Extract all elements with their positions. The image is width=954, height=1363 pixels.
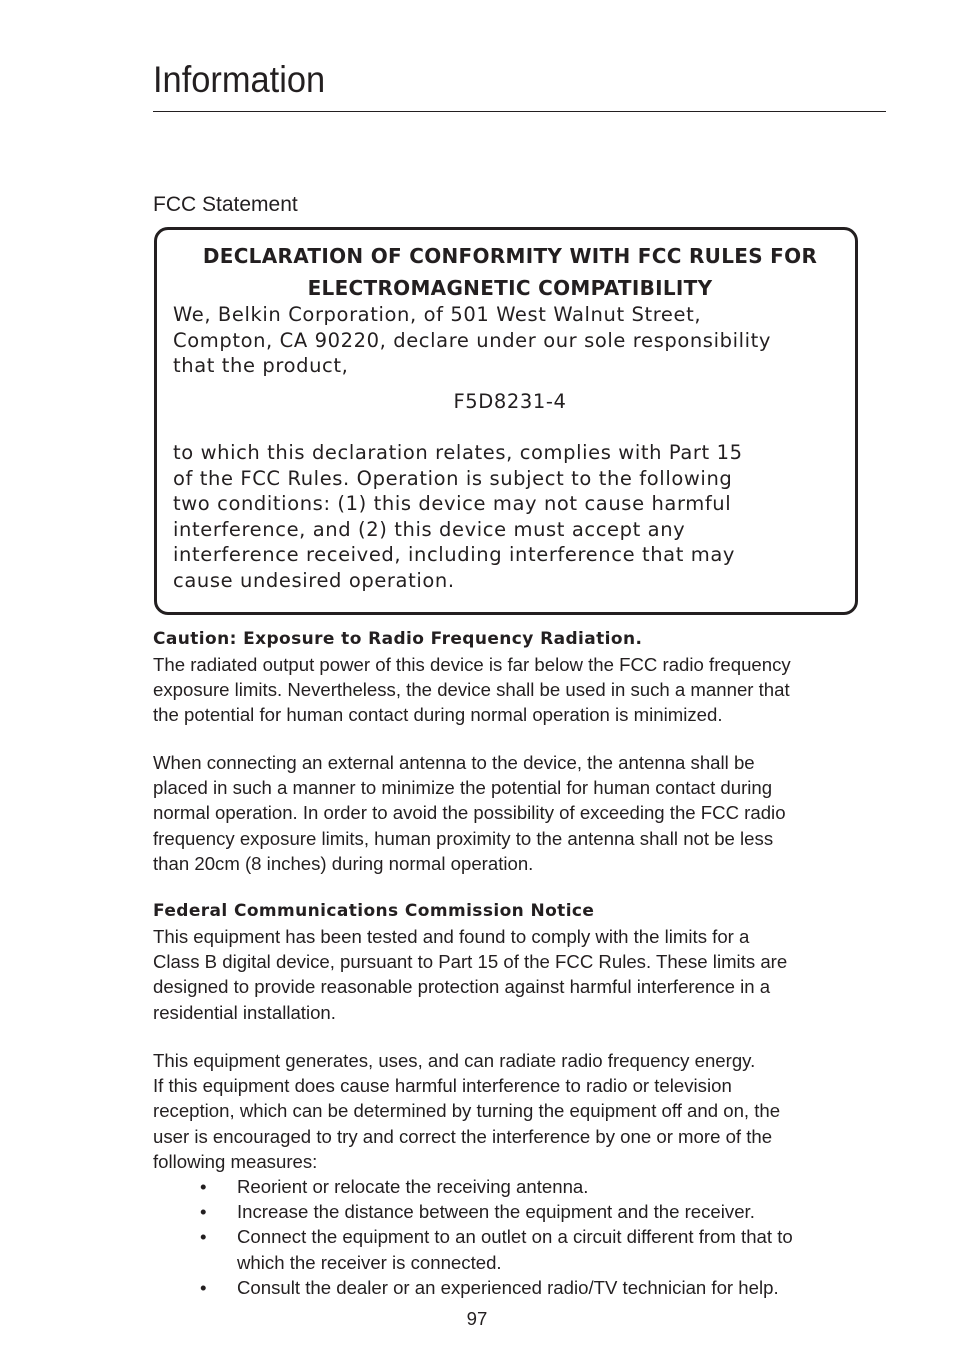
interference-paragraph-line: following measures:: [153, 1150, 318, 1172]
measure-line: Consult the dealer or an experienced radio/TV technician for help.: [237, 1276, 779, 1298]
antenna-paragraph-line: placed in such a manner to minimize the potential for human contact during: [153, 777, 773, 799]
product-model: F5D8231-4: [453, 390, 567, 413]
fcc-notice-heading: Federal Communications Commission Notice: [153, 901, 595, 921]
measure-line: Reorient or relocate the receiving antenna.: [237, 1176, 589, 1197]
declaration-body-line: interference received, including interference that may: [173, 543, 736, 566]
declaration-body-line: two conditions: (1) this device may not cause harmful: [173, 492, 732, 515]
declaration-body: [173, 440, 743, 593]
antenna-paragraph: [153, 750, 786, 876]
fcc-notice-paragraph-line: residential installation.: [153, 1001, 336, 1023]
declaration-intro-line: We, Belkin Corporation, of 501 West Walnut Street,: [173, 303, 702, 326]
declaration-heading-line: ELECTROMAGNETIC COMPATIBILITY: [307, 276, 713, 300]
declaration-heading-line: DECLARATION OF CONFORMITY WITH FCC RULES FOR: [202, 244, 818, 268]
caution-paragraph-line: The radiated output power of this device is far below the FCC radio frequency: [153, 654, 791, 675]
list-item: [153, 1275, 793, 1300]
antenna-paragraph-line: normal operation. In order to avoid the possibility of exceeding the FCC radio: [153, 802, 786, 824]
page-title: Information: [153, 59, 326, 100]
declaration-intro-line: that the product,: [173, 354, 349, 377]
declaration-body-line: interference, and (2) this device must accept any: [173, 517, 686, 541]
bullet-icon: •: [200, 1226, 207, 1248]
bullet-icon: •: [200, 1201, 207, 1223]
antenna-paragraph-line: than 20cm (8 inches) during normal operation.: [153, 852, 534, 874]
declaration-body-line: to which this declaration relates, complies with Part 15: [173, 441, 743, 464]
measure-line: Connect the equipment to an outlet on a circuit different from that to: [237, 1226, 793, 1248]
bullet-icon: •: [200, 1276, 207, 1298]
measure-line: which the receiver is connected.: [237, 1251, 502, 1273]
measures-list: [153, 1174, 793, 1300]
antenna-paragraph-line: frequency exposure limits, human proximity to the antenna shall not be less: [153, 827, 774, 849]
measure-line: Increase the distance between the equipment and the receiver.: [237, 1201, 755, 1223]
interference-paragraph-line: This equipment generates, uses, and can radiate radio frequency energy.: [153, 1050, 756, 1071]
title-divider: [153, 111, 886, 112]
caution-paragraph-line: exposure limits. Nevertheless, the device shall be used in such a manner that: [153, 679, 790, 701]
antenna-paragraph-line: When connecting an external antenna to the device, the antenna shall be: [153, 752, 755, 773]
caution-paragraph-line: the potential for human contact during normal operation is minimized.: [153, 704, 723, 726]
list-item: [153, 1224, 793, 1274]
fcc-statement-label: FCC Statement: [153, 193, 298, 216]
interference-paragraph-line: user is encouraged to try and correct the interference by one or more of the: [153, 1125, 773, 1147]
declaration-intro-line: Compton, CA 90220, declare under our sole responsibility: [173, 328, 772, 352]
fcc-notice-paragraph-line: Class B digital device, pursuant to Part 15 of the FCC Rules. These limits are: [153, 951, 788, 973]
list-item: [153, 1199, 793, 1224]
declaration-heading: [160, 240, 860, 304]
fcc-notice-paragraph-line: This equipment has been tested and found to comply with the limits for a: [153, 926, 750, 947]
caution-paragraph: [153, 652, 791, 728]
list-item: [153, 1174, 793, 1199]
interference-paragraph-line: reception, which can be determined by turning the equipment off and on, the: [153, 1100, 781, 1122]
declaration-body-line: of the FCC Rules. Operation is subject to the following: [173, 466, 733, 490]
declaration-intro: [173, 302, 771, 379]
page-number: 97: [466, 1308, 488, 1329]
declaration-body-line: cause undesired operation.: [173, 568, 455, 592]
interference-paragraph-line: If this equipment does cause harmful interference to radio or television: [153, 1075, 732, 1097]
bullet-icon: •: [200, 1176, 207, 1197]
interference-paragraph: [153, 1048, 780, 1174]
fcc-notice-paragraph-line: designed to provide reasonable protection against harmful interference in a: [153, 976, 771, 998]
caution-heading: Caution: Exposure to Radio Frequency Radiation.: [153, 629, 643, 649]
fcc-notice-paragraph: [153, 924, 787, 1025]
